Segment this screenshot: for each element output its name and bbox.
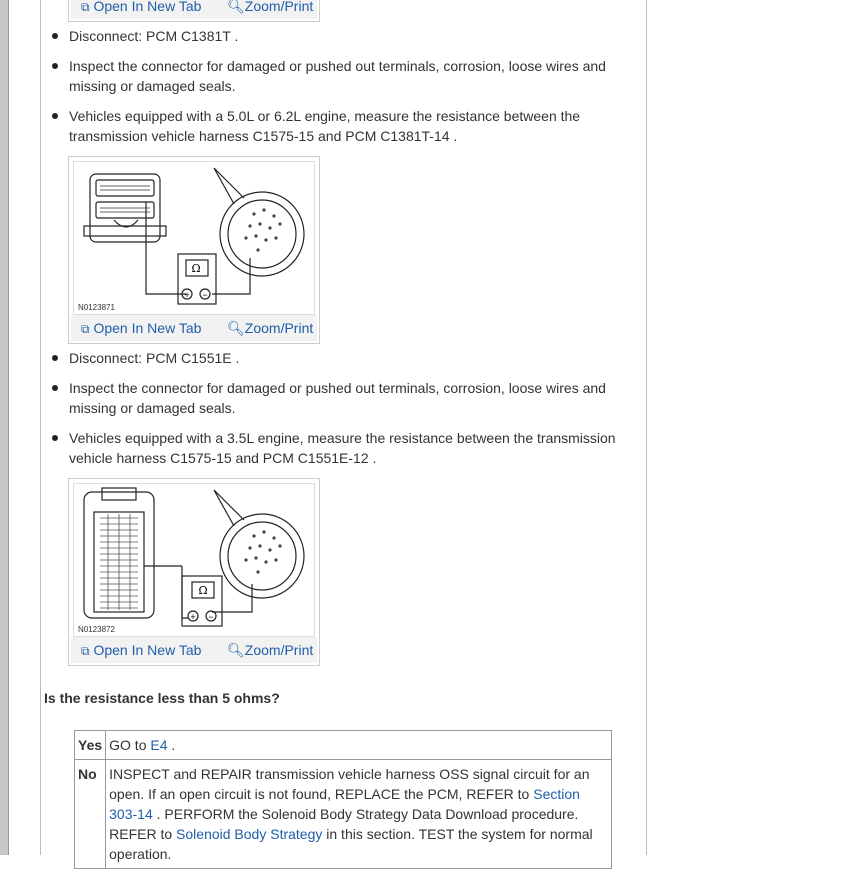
wiring-diagram-1 bbox=[74, 162, 316, 314]
zoom-print-link[interactable]: 🔍︎Zoom/Print bbox=[227, 320, 314, 336]
svg-text:+: + bbox=[184, 290, 190, 300]
question-text: Is the resistance less than 5 ohms? bbox=[44, 690, 280, 706]
svg-text:−: − bbox=[202, 290, 208, 300]
yes-cell: GO to E4 . bbox=[106, 731, 612, 760]
left-divider bbox=[8, 0, 9, 855]
open-new-tab-link[interactable]: ⧉ Open In New Tab bbox=[81, 0, 202, 14]
ohm-symbol: Ω bbox=[198, 584, 208, 597]
figure-id: N0123871 bbox=[78, 303, 115, 312]
no-cell: INSPECT and REPAIR transmission vehicle harness OSS signal circuit for an open. If an open circuit is not found, REPLACE the PCM, REFER to Section 303-14 . PERFORM the Solenoid Body Strategy Data Download procedure. REFER to Solenoid Body Strategy in this section. TEST the system for normal operation. bbox=[106, 760, 612, 869]
wiring-diagram-2 bbox=[74, 484, 316, 636]
open-new-tab-icon: ⧉ bbox=[81, 322, 90, 336]
svg-text:+: + bbox=[190, 612, 196, 622]
bullet-item: Inspect the connector for damaged or pushed out terminals, corrosion, loose wires and missing or damaged seals. bbox=[69, 378, 629, 418]
figure-2 bbox=[68, 478, 320, 666]
yes-key: Yes bbox=[75, 731, 106, 760]
bullet-item: Vehicles equipped with a 5.0L or 6.2L engine, measure the resistance between the transmission vehicle harness C1575-15 and PCM C1381T-14 . bbox=[69, 106, 629, 146]
svg-text:−: − bbox=[208, 612, 214, 622]
decision-table bbox=[74, 730, 612, 869]
magnifier-icon: 🔍︎ bbox=[227, 642, 245, 658]
bullet-item: Inspect the connector for damaged or pushed out terminals, corrosion, loose wires and missing or damaged seals. bbox=[69, 56, 629, 96]
e4-link[interactable]: E4 bbox=[150, 737, 168, 753]
open-new-tab-link[interactable]: ⧉ Open In New Tab bbox=[81, 642, 202, 658]
bullet-item: Disconnect: PCM C1551E . bbox=[69, 348, 629, 368]
no-key: No bbox=[75, 760, 106, 869]
ohm-symbol: Ω bbox=[191, 262, 201, 275]
figure-id: N0123872 bbox=[78, 625, 115, 634]
table-row bbox=[75, 731, 612, 760]
open-new-tab-link[interactable]: ⧉ Open In New Tab bbox=[81, 320, 202, 336]
bullet-item: Disconnect: PCM C1381T . bbox=[69, 26, 629, 46]
left-scrollbar-edge bbox=[0, 0, 8, 855]
open-new-tab-icon: ⧉ bbox=[81, 644, 90, 658]
zoom-print-link[interactable]: 🔍︎Zoom/Print bbox=[227, 642, 314, 658]
magnifier-icon: 🔍︎ bbox=[227, 0, 245, 14]
bullet-item: Vehicles equipped with a 3.5L engine, measure the resistance between the transmission vehicle harness C1575-15 and PCM C1551E-12 . bbox=[69, 428, 629, 468]
figure-1 bbox=[68, 156, 320, 344]
zoom-print-link[interactable]: 🔍︎Zoom/Print bbox=[227, 0, 314, 14]
figure-0-toolbar bbox=[68, 0, 320, 22]
open-new-tab-icon: ⧉ bbox=[81, 0, 90, 14]
table-row bbox=[75, 760, 612, 869]
solenoid-strategy-link[interactable]: Solenoid Body Strategy bbox=[176, 826, 323, 842]
section-link[interactable]: Section 303-14 bbox=[109, 786, 580, 822]
magnifier-icon: 🔍︎ bbox=[227, 320, 245, 336]
